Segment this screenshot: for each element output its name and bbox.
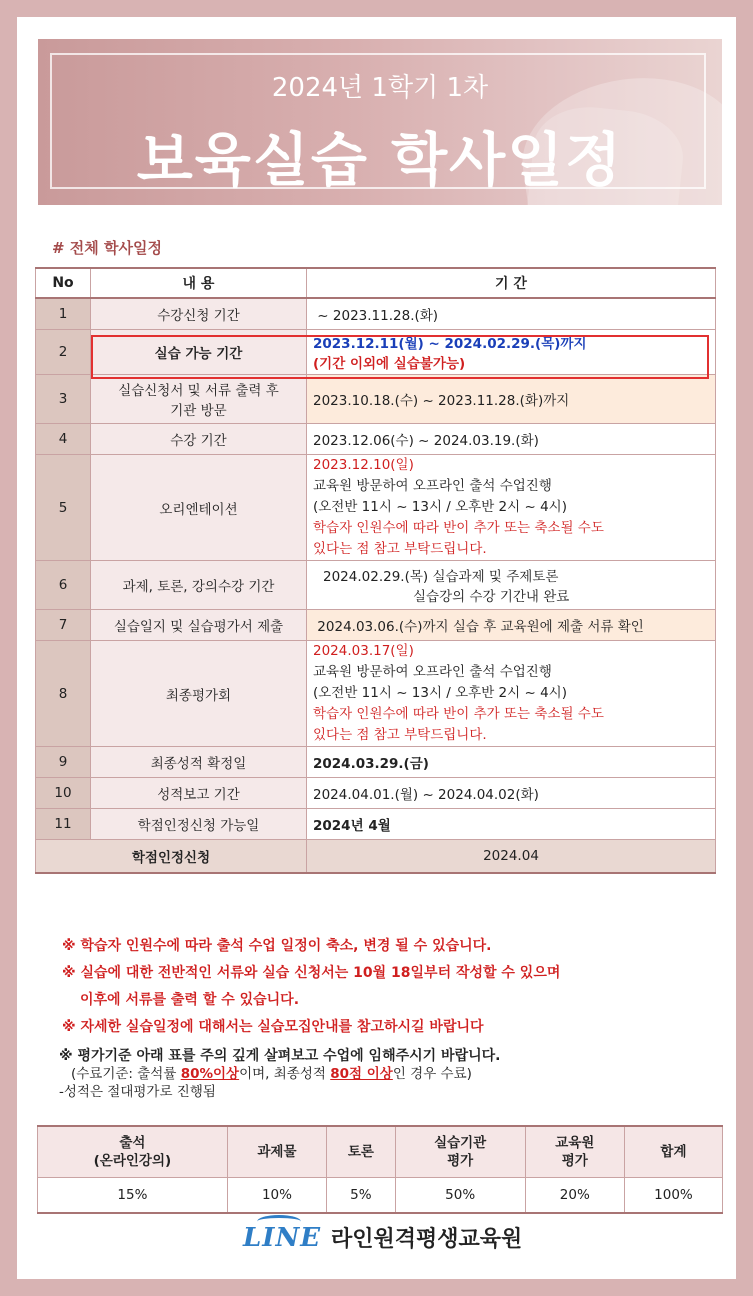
- notice-item: ※ 학습자 인원수에 따라 출석 수업 일정이 축소, 변경 될 수 있습니다.: [62, 938, 492, 954]
- table-row: [36, 778, 716, 809]
- score-value: 10%: [227, 1178, 326, 1214]
- row-no: 4: [36, 424, 91, 455]
- row-period: 2024년 4월: [307, 809, 716, 840]
- row-content: 최종성적 확정일: [91, 747, 307, 778]
- row-no: 9: [36, 747, 91, 778]
- row-period: [307, 455, 716, 561]
- score-value: 100%: [624, 1178, 722, 1214]
- row-content: 실습 가능 기간: [91, 330, 307, 375]
- score-value-row: [38, 1178, 723, 1214]
- period-note: 있다는 점 참고 부탁드립니다.: [313, 727, 487, 743]
- table-row: [36, 747, 716, 778]
- score-header-row: [38, 1126, 723, 1178]
- row-period: [307, 298, 716, 330]
- row-no: 2: [36, 330, 91, 375]
- section-title: # 전체 학사일정: [52, 239, 162, 257]
- score-threshold: 80점 이상: [330, 1066, 393, 1082]
- row-content: 학점인정신청 가능일: [91, 809, 307, 840]
- header-line: 평가: [561, 1153, 588, 1169]
- title-banner: [38, 39, 722, 205]
- row-content: 수강 기간: [91, 424, 307, 455]
- period-line: (오전반 11시 ~ 13시 / 오후반 2시 ~ 4시): [313, 499, 567, 515]
- row-period: [307, 561, 716, 610]
- period-note: 있다는 점 참고 부탁드립니다.: [313, 541, 487, 557]
- total-value: 2024.04: [307, 840, 716, 874]
- evaluation-criteria-line: [59, 1065, 500, 1083]
- organization-name: 라인원격평생교육원: [331, 1227, 523, 1252]
- score-header: [227, 1126, 326, 1178]
- period-line: 교육원 방문하여 오프라인 출석 수업진행: [313, 664, 552, 680]
- row-period: [307, 641, 716, 747]
- period-note: 학습자 인원수에 따라 반이 추가 또는 축소될 수도: [313, 706, 604, 722]
- score-header: [395, 1126, 525, 1178]
- header-no: No: [36, 268, 91, 298]
- content-line: 기관 방문: [170, 403, 227, 419]
- header-line: 토론: [347, 1144, 374, 1160]
- row-no: 11: [36, 809, 91, 840]
- table-row: [36, 455, 716, 561]
- evaluation-heading: ※ 평가기준 아래 표를 주의 깊게 살펴보고 수업에 임해주시기 바랍니다.: [59, 1048, 501, 1064]
- row-content: [91, 375, 307, 424]
- banner-title: 보육실습 학사일정: [136, 126, 624, 194]
- notice-item: 이후에 서류를 출력 할 수 있습니다.: [80, 992, 300, 1008]
- score-header: [525, 1126, 624, 1178]
- score-header: [327, 1126, 396, 1178]
- row-no: 10: [36, 778, 91, 809]
- row-no: 6: [36, 561, 91, 610]
- attendance-threshold: 80%이상: [180, 1066, 240, 1082]
- criteria-text: 인 경우 수료): [392, 1066, 472, 1082]
- criteria-text: (수료기준: 출석률: [71, 1066, 181, 1082]
- row-period: [307, 610, 716, 641]
- header-line: 출석: [119, 1135, 146, 1151]
- table-row: [36, 298, 716, 330]
- header-line: (온라인강의): [93, 1153, 172, 1169]
- criteria-text: 이며, 최종성적: [239, 1066, 331, 1082]
- header-period: 기 간: [307, 268, 716, 298]
- row-no: 3: [36, 375, 91, 424]
- table-row: [36, 809, 716, 840]
- period-text: ~ 2023.11.28.(화): [317, 308, 439, 324]
- header-line: 합계: [660, 1144, 687, 1160]
- header-line: 실습기관: [434, 1135, 487, 1151]
- table-row: [36, 610, 716, 641]
- row-no: 7: [36, 610, 91, 641]
- period-note: 학습자 인원수에 따라 반이 추가 또는 축소될 수도: [313, 520, 604, 536]
- row-content: 오리엔테이션: [91, 455, 307, 561]
- period-line: (오전반 11시 ~ 13시 / 오후반 2시 ~ 4시): [313, 685, 567, 701]
- row-period: 2024.04.01.(월) ~ 2024.04.02(화): [307, 778, 716, 809]
- row-no: 5: [36, 455, 91, 561]
- evaluation-criteria: [59, 1047, 500, 1101]
- table-row: [36, 424, 716, 455]
- row-content: 수강신청 기간: [91, 298, 307, 330]
- period-line: 2024.02.29.(목) 실습과제 및 주제토론: [323, 569, 559, 585]
- period-line: 실습강의 수강 기간내 완료: [413, 589, 570, 605]
- organization-logo: [243, 1222, 522, 1253]
- notice-list: [62, 933, 560, 1041]
- notice-item: ※ 자세한 실습일정에 대해서는 실습모집안내를 참고하시길 바랍니다: [62, 1019, 484, 1035]
- row-no: 1: [36, 298, 91, 330]
- score-value: 20%: [525, 1178, 624, 1214]
- score-value: 15%: [38, 1178, 228, 1214]
- score-table: [37, 1125, 723, 1214]
- notice-item: ※ 실습에 대한 전반적인 서류와 실습 신청서는 10월 18일부터 작성할 수 있으며: [62, 965, 561, 981]
- total-label: 학점인정신청: [36, 840, 307, 874]
- row-no: 8: [36, 641, 91, 747]
- score-header: [624, 1126, 722, 1178]
- evaluation-note: -성적은 절대평가로 진행됨: [59, 1084, 216, 1100]
- period-text: 2024.03.06.(수)까지 실습 후 교육원에 제출 서류 확인: [317, 619, 644, 635]
- logo-mark: LINE: [243, 1222, 322, 1253]
- table-row: [36, 641, 716, 747]
- row-content: 성적보고 기간: [91, 778, 307, 809]
- row-content: 실습일지 및 실습평가서 제출: [91, 610, 307, 641]
- score-value: 50%: [395, 1178, 525, 1214]
- banner-subtitle: 2024년 1학기 1차: [271, 73, 489, 103]
- table-row: [36, 561, 716, 610]
- period-line: 2023.12.11(월) ~ 2024.02.29.(목)까지: [313, 336, 587, 352]
- score-header: [38, 1126, 228, 1178]
- row-period: 2023.12.06(수) ~ 2024.03.19.(화): [307, 424, 716, 455]
- row-period: 2024.03.29.(금): [307, 747, 716, 778]
- table-row: [36, 375, 716, 424]
- content-line: 실습신청서 및 서류 출력 후: [118, 383, 279, 399]
- header-line: 과제물: [257, 1144, 297, 1160]
- header-line: 평가: [447, 1153, 474, 1169]
- period-date: 2024.03.17(일): [313, 643, 414, 659]
- period-date: 2023.12.10(일): [313, 457, 414, 473]
- poster-frame: [17, 17, 736, 1279]
- header-content: 내 용: [91, 268, 307, 298]
- highlight-box: [91, 335, 709, 379]
- period-line: 교육원 방문하여 오프라인 출석 수업진행: [313, 478, 552, 494]
- row-content: 최종평가회: [91, 641, 307, 747]
- row-content: 과제, 토론, 강의수강 기간: [91, 561, 307, 610]
- header-line: 교육원: [555, 1135, 595, 1151]
- table-header-row: [36, 268, 716, 298]
- row-period: 2023.10.18.(수) ~ 2023.11.28.(화)까지: [307, 375, 716, 424]
- period-note: (기간 이외에 실습불가능): [313, 356, 466, 372]
- score-value: 5%: [327, 1178, 396, 1214]
- total-row: [36, 840, 716, 874]
